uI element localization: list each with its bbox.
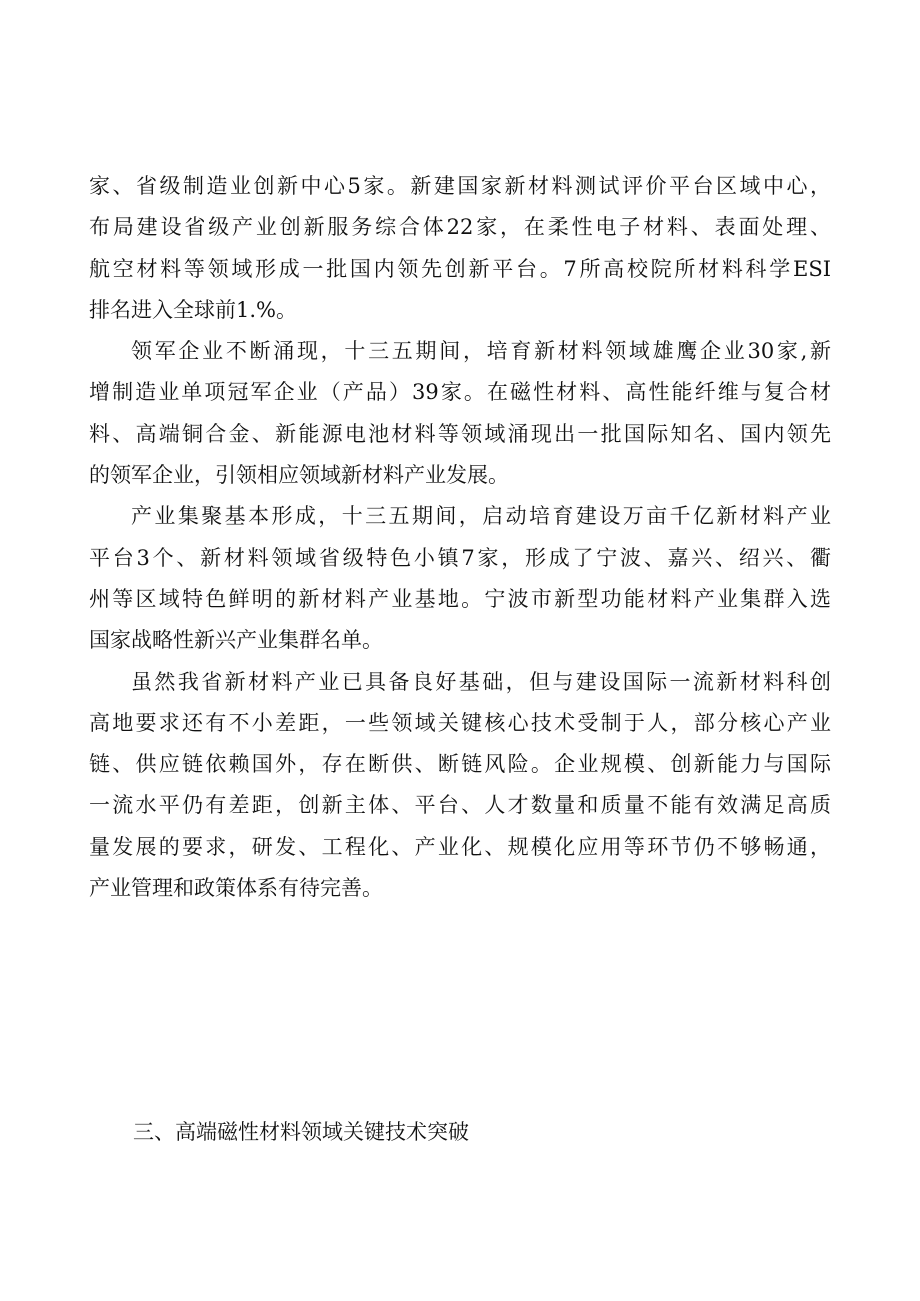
paragraph-leading-enterprises <box>89 331 831 496</box>
text-line: 量发展的要求，研发、工程化、产业化、规模化应用等环节仍不够畅通， <box>89 834 831 859</box>
text-line: 链、供应链依赖国外，存在断供、断链风险。企业规模、创新能力与国际 <box>89 752 831 777</box>
text-line: 料、高端铜合金、新能源电池材料等领域涌现出一批国际知名、国内领先 <box>89 421 831 446</box>
text-line: 增制造业单项冠军企业（产品）39家。在磁性材料、高性能纤维与复合材 <box>89 380 831 405</box>
section-heading: 三、高端磁性材料领域关键技术突破 <box>133 1120 469 1144</box>
text-line: 航空材料等领域形成一批国内领先创新平台。7所高校院所材料科学ESI <box>89 256 831 281</box>
text-line: 产业管理和政策体系有待完善。 <box>89 876 383 901</box>
text-line: 州等区域特色鲜明的新材料产业基地。宁波市新型功能材料产业集群入选 <box>89 586 831 611</box>
text-line: 家、省级制造业创新中心5家。新建国家新材料测试评价平台区域中心， <box>89 174 831 198</box>
paragraph-industry-clusters <box>89 496 831 661</box>
text-line: 的领军企业，引领相应领域新材料产业发展。 <box>89 463 509 488</box>
text-line: 产业集聚基本形成，十三五期间，启动培育建设万亩千亿新材料产业 <box>131 504 831 529</box>
text-line: 高地要求还有不小差距，一些领域关键核心技术受制于人，部分核心产业 <box>89 710 831 735</box>
text-line: 国家战略性新兴产业集群名单。 <box>89 628 383 653</box>
paragraph-gaps-and-challenges <box>89 662 831 910</box>
paragraph-research-platforms <box>89 166 831 331</box>
text-line: 布局建设省级产业创新服务综合体22家，在柔性电子材料、表面处理、 <box>89 215 831 240</box>
text-line: 排名进入全球前1.%。 <box>89 297 297 322</box>
text-line: 一流水平仍有差距，创新主体、平台、人才数量和质量不能有效满足高质 <box>89 793 831 818</box>
document-body <box>89 166 831 909</box>
text-line: 领军企业不断涌现，十三五期间，培育新材料领域雄鹰企业30家,新 <box>131 339 831 364</box>
text-line: 虽然我省新材料产业已具备良好基础，但与建设国际一流新材料科创 <box>131 669 831 694</box>
text-line: 平台3个、新材料领域省级特色小镇7家，形成了宁波、嘉兴、绍兴、衢 <box>89 545 831 570</box>
